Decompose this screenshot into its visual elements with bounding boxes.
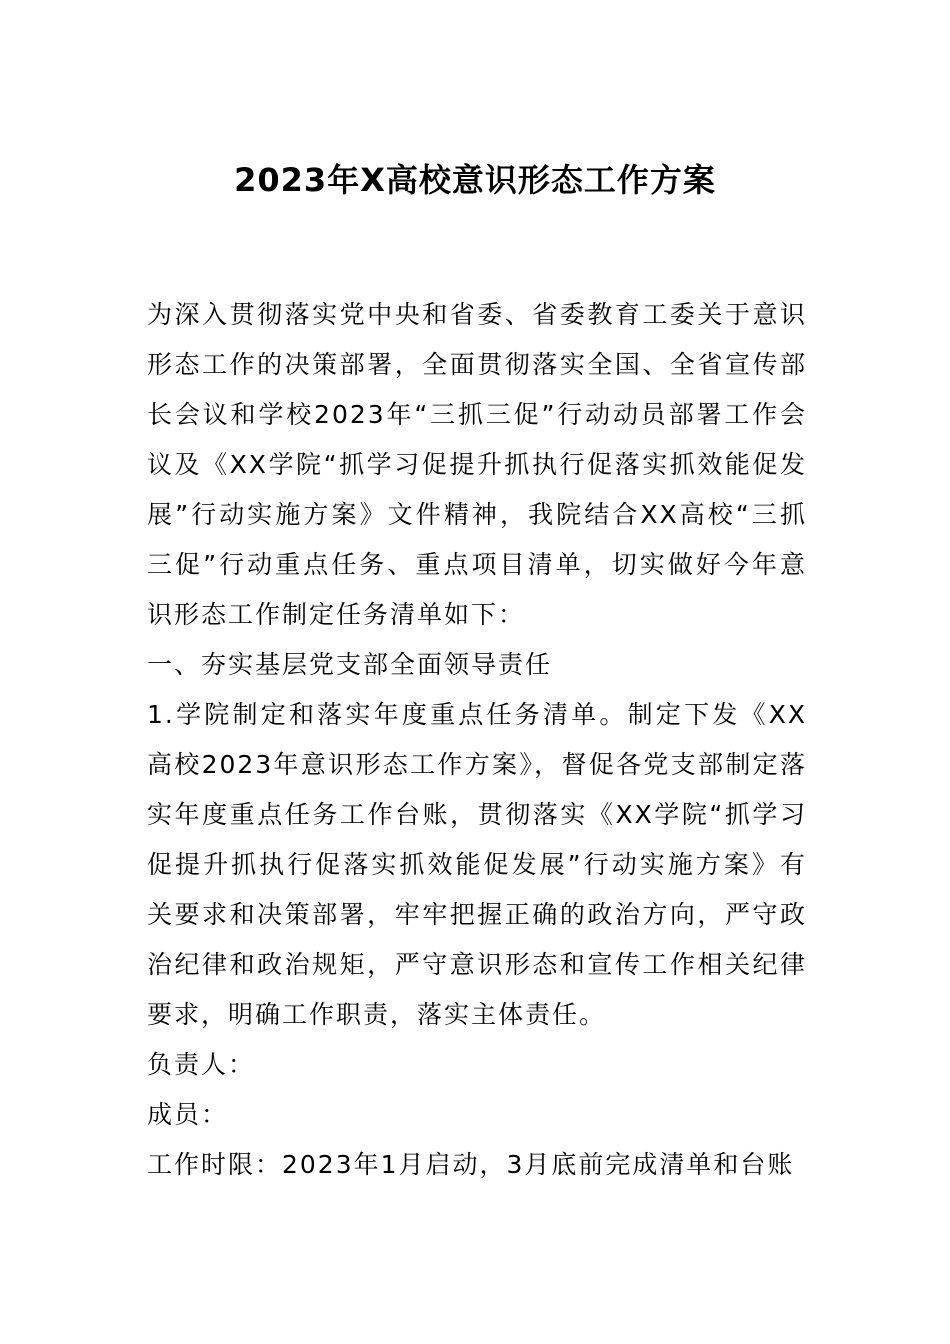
members-line: 成员： (147, 1100, 229, 1129)
responsible-person-line: 负责人： (147, 1050, 256, 1079)
intro-paragraph: 为深入贯彻落实党中央和省委、省委教育工委关于意识形态工作的决策部署，全面贯彻落实全国、全省宣传部长会议和学校2023年“三抓三促”行动动员部署工作会议及《XX学院“抓学习促提升抓执行促落实抓效能促发展”行动实施方案》文件精神，我院结合XX高校“三抓三促”行动重点任务、重点项目清单，切实做好今年意识形态工作制定任务清单如下： (147, 300, 807, 629)
document-title: 2023年X高校意识形态工作方案 (234, 161, 716, 199)
deadline-line: 工作时限：2023年1月启动，3月底前完成清单和台账 (147, 1150, 795, 1179)
document-body (147, 290, 807, 1190)
section-heading-1: 一、夯实基层党支部全面领导责任 (147, 650, 553, 679)
item-paragraph-1: 1.学院制定和落实年度重点任务清单。制定下发《XX高校2023年意识形态工作方案》，督促各党支部制定落实年度重点任务工作台账，贯彻落实《XX学院“抓学习促提升抓执行促落实抓效能促发展”行动实施方案》有关要求和决策部署，牢牢把握正确的政治方向，严守政治纪律和政治规矩，严守意识形态和宣传工作相关纪律要求，明确工作职责，落实主体责任。 (147, 700, 807, 1029)
